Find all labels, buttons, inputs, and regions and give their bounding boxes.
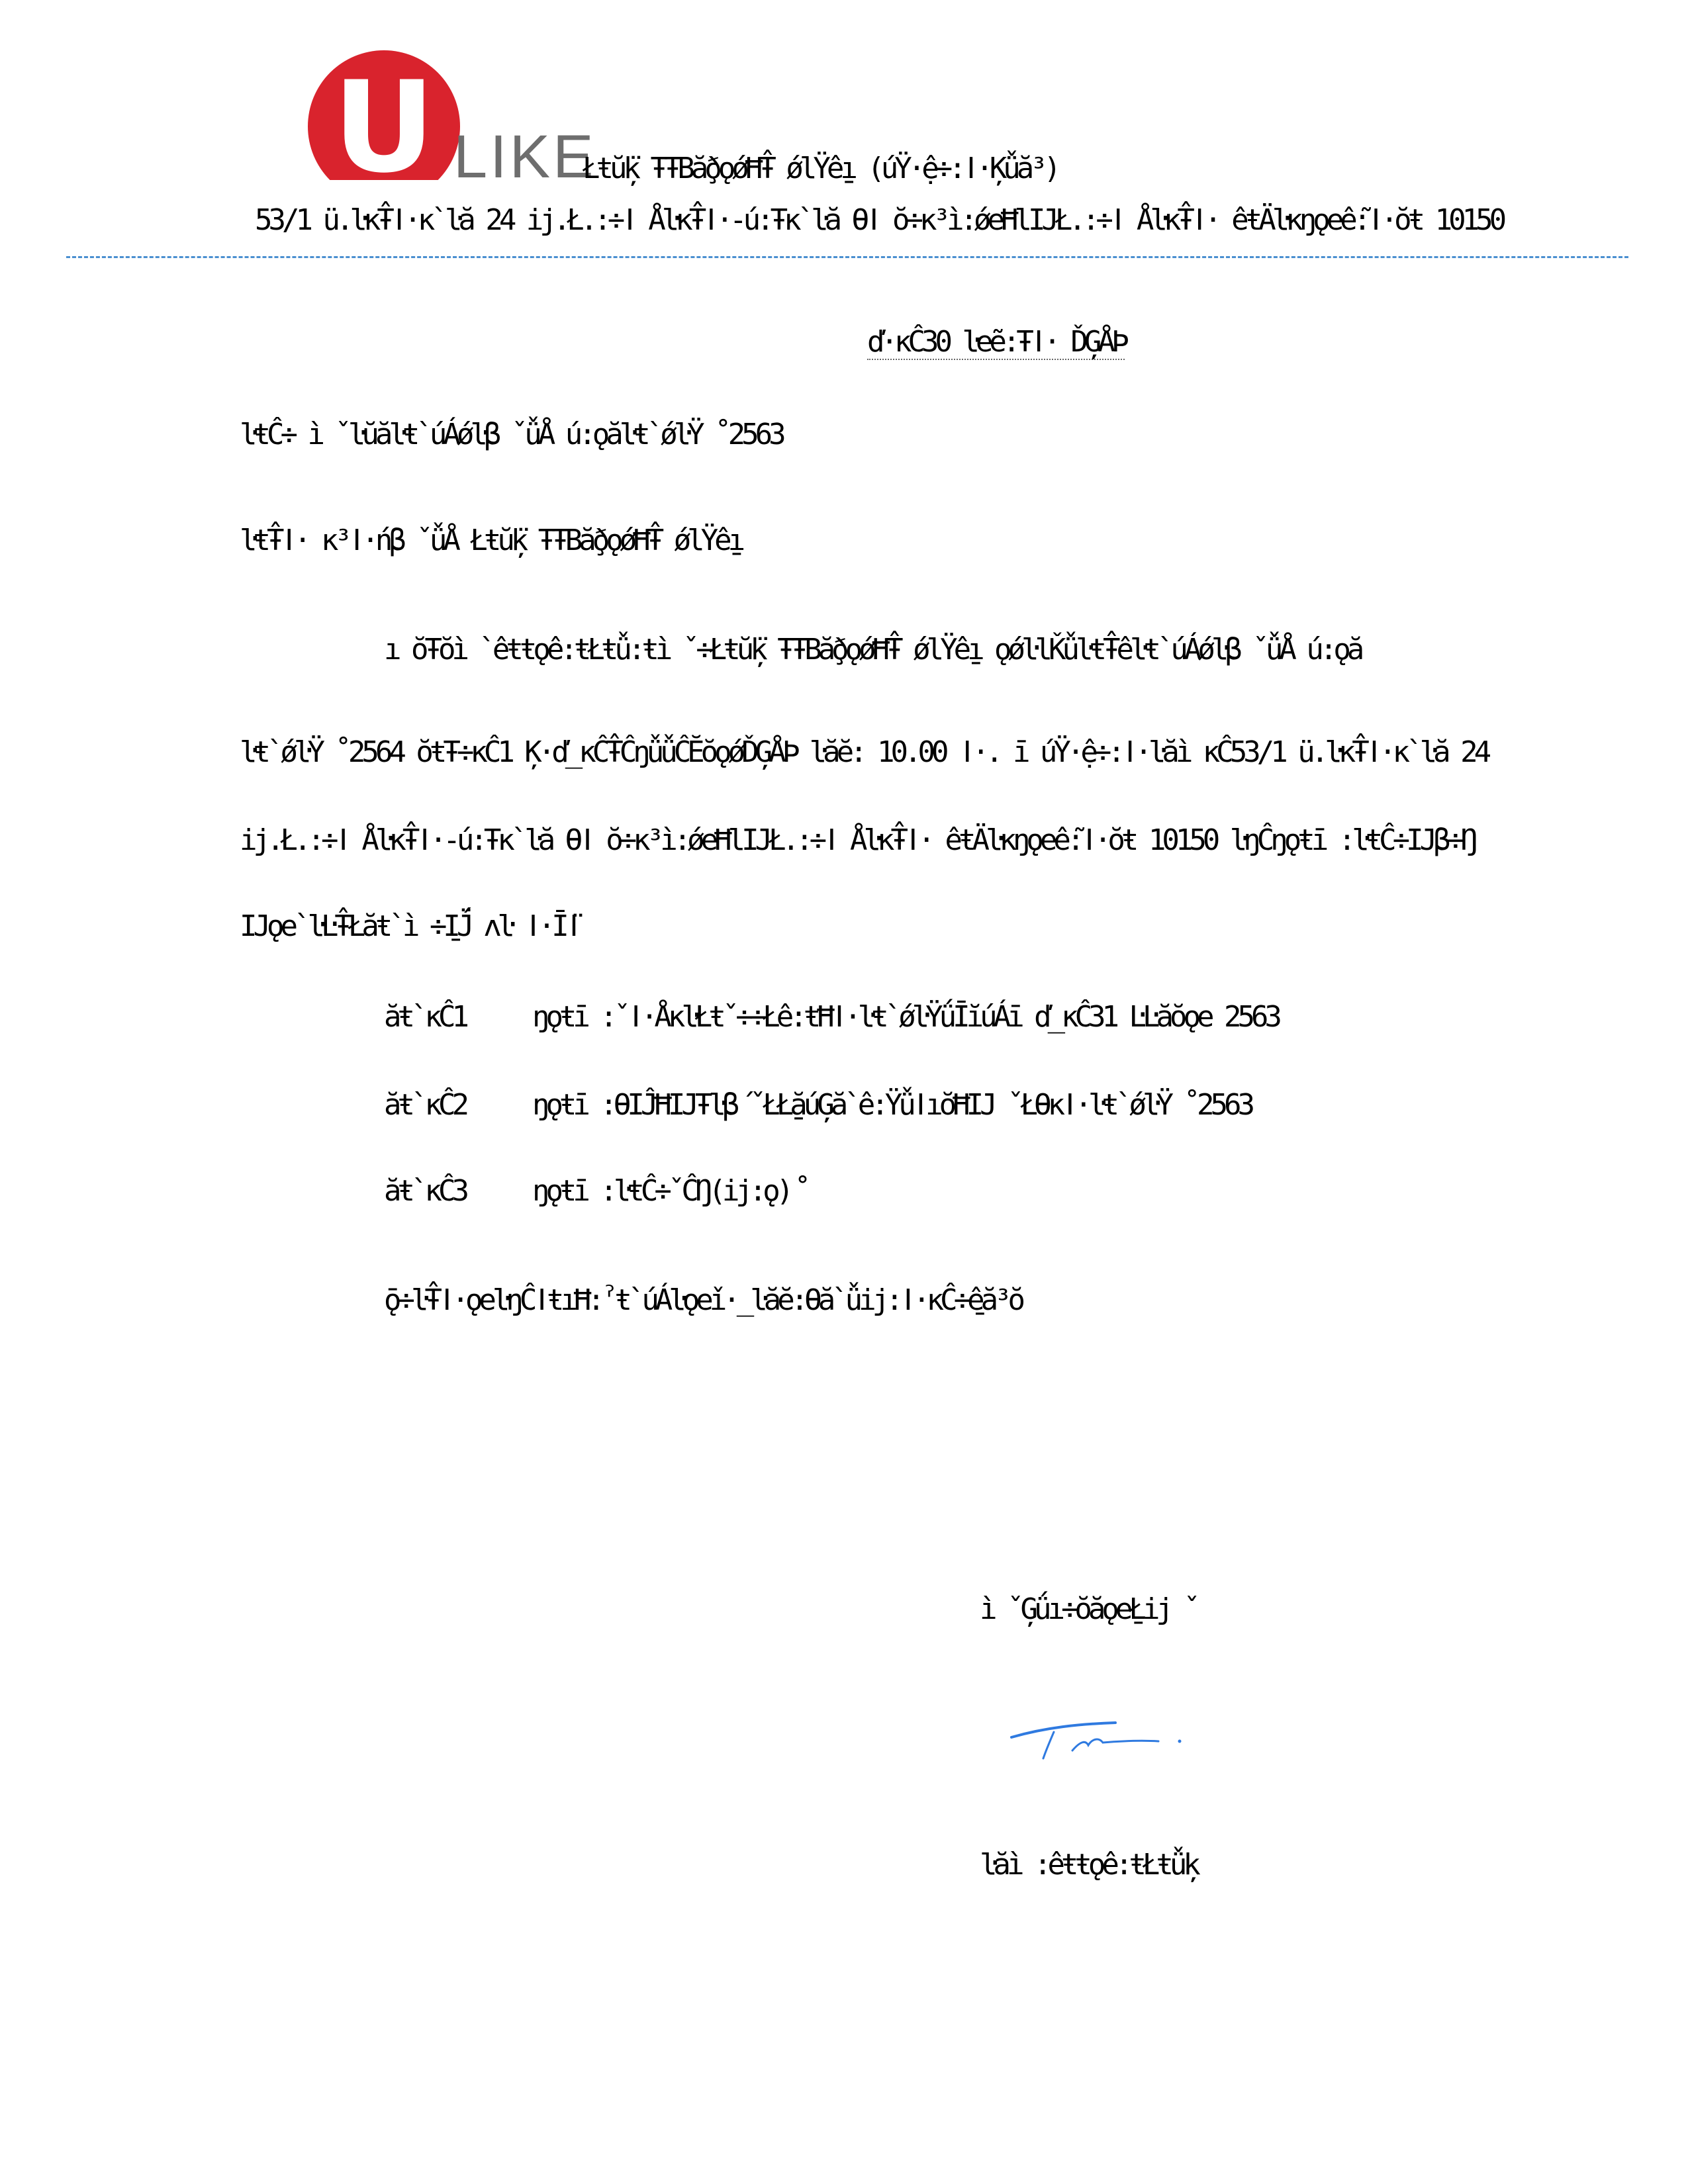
body-line-1: ı ŏŦŏì `êŧŧǫê:ŧŁŧǚ:ŧì ˇ÷Łŧŭ̈ķ ŦŦBăð̧ǫǿĦŦ̂ ǿlŸêı̱ ǫǿŀlǨǚŀŧŦ̂êŀŧ`úÁǿŀβ ˇǚÅ ú:ǫă: [384, 633, 1361, 666]
logo-wordmark: LIKE: [453, 123, 596, 191]
handwritten-signature: [1006, 1698, 1205, 1764]
signature-image: [1006, 1698, 1205, 1764]
agenda-text: ŋǫŧī :ƟIĴĦIJŦŀβ́ ˇŁŁă̱úĢă`ê:ŸǚǀıŏĦIJ ˇŁƟĸǀ·ŀŧ`ǿŀŸ ˚2563: [532, 1088, 1251, 1122]
agenda-label: ăŧ`ĸĈ2: [384, 1088, 465, 1122]
body-line-4: IJǫe`ŀĿŦ̂Łăŧ`ì ÷̱IJ̈́ ʌŀ ǀ·Ī̈ǀ: [240, 909, 579, 943]
agenda-label: ăŧ`ĸĈ1: [384, 1000, 465, 1034]
closing-sentence: ǭ÷ŀŦ̂ǀ·ǫeŀŋĈǀŧıĦ:ˀŧ`úÁŀǫeǐ·_ŀăĕ:Ɵă`ǚij:ǀ·ĸĈ÷̱êă³ŏ: [384, 1283, 1022, 1317]
agenda-text: ŋǫŧī :ŀŧĈ÷ˇĈŊ(ij:ǫ)̊: [532, 1174, 790, 1208]
signature-closing: ì ˇĢǘı÷ŏăǫeŁ̱ij ˇ: [980, 1592, 1197, 1626]
header-divider: [66, 256, 1628, 258]
company-logo: [301, 50, 596, 201]
company-name-line: Łŧŭ̈ķ ŦŦBăð̧ǫǿĦŦ̂ ǿlŸêı̱ (úŸ·ệ÷:ǀ·Ķǚă³): [583, 152, 1058, 185]
date-text: ď·ĸĈ30 ŀeẽ:Ŧǀ· ĎĢÅÞ: [867, 325, 1125, 359]
company-address-line: 53/1 ü.ŀĸŦ̂ǀ·ĸ`ŀă 24 ij.Ł.:÷ǀ ÅŀĸŦ̂ǀ·-ú:Ŧĸ`ŀă Ɵǀ ŏ÷ĸ³ì:ǿeĦlIJŁ.:÷ǀ ÅŀĸŦ̂ǀ· êŧÄŀĸŋǫeễ:ǀ·ŏŧ 10150: [255, 203, 1503, 237]
agenda-text: ŋǫŧī :ˇǀ·ÅĸŀŁŧˇ÷÷Łê:ŧĦǀ·ŀŧ`ǿŀŸǘĪĭúÁī ď_ĸĈ31 ĿĿăŏǫe 2563: [532, 1000, 1278, 1034]
subject-line: ŀŧĈ÷ ì ˇŀŭăŀŧ`úÁǿŀβ ˇǚÅ ú:ǫăŀŧ`ǿŀŸ ˚2563: [240, 418, 782, 451]
body-line-2: ŀŧ`ǿŀŸ ˚2564 ŏŧŦ÷ĸĈ1 Ķ·ď_ĸĈŦ̂ĈŋǚǚĈĔŏǫǿĎĢÅÞ ŀăĕ: 10.00 ǀ·. ī úŸ·ệ÷:ǀ·ŀăì ĸĈ53/1 ü.ŀĸŦ̂ǀ·ĸ`ŀă 24: [240, 735, 1488, 769]
signer-title: ŀăì :êŧŧǫê:ŧŁŧǚķ: [980, 1848, 1197, 1882]
document-date: [867, 322, 1125, 362]
agenda-item-3: [384, 1171, 790, 1211]
logo-letter: U: [332, 54, 436, 201]
agenda-item-2: [384, 1085, 1251, 1125]
recipient-line: ŀŧŦ̂ǀ· ĸ³ǀ·ńβ ˇǚÅ Łŧŭ̈ķ ŦŦBăð̧ǫǿĦŦ̂ ǿlŸêı̱: [240, 523, 742, 557]
agenda-item-1: [384, 997, 1278, 1037]
body-line-3: ij.Ł.:÷ǀ ÅŀĸŦ̂ǀ·-ú:Ŧĸ`ŀă Ɵǀ ŏ÷ĸ³ì:ǿeĦlIJŁ.:÷ǀ ÅŀĸŦ̂ǀ· êŧÄŀĸŋǫeễ:ǀ·ŏŧ 10150 ŀŋĈŋǫŧī :ŀŧĈ÷IJβ÷Ŋ: [240, 823, 1474, 857]
agenda-label: ăŧ`ĸĈ3: [384, 1174, 465, 1208]
logo-mark: [301, 50, 596, 201]
